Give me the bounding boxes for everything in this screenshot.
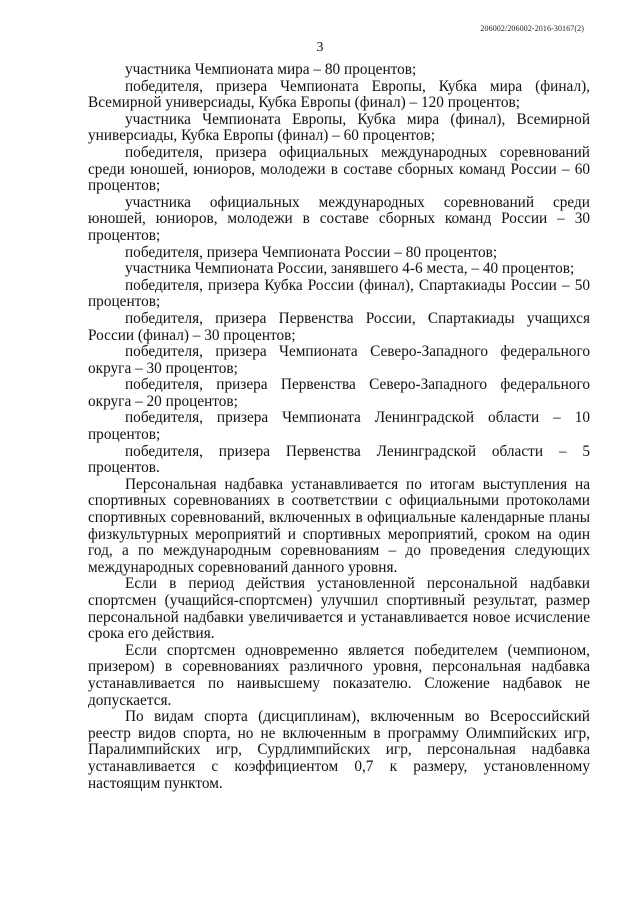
paragraph: победителя, призера Первенства Северо-Западного федерального округа – 20 процентов; <box>88 376 590 410</box>
paragraph: победителя, призера Первенства Ленинградской области – 5 процентов. <box>88 442 590 477</box>
paragraph: победителя, призера Чемпионата Ленинградской области – 10 процентов; <box>88 409 590 444</box>
paragraph: победителя, призера Чемпионата Европы, Кубка мира (финал), Всемирной универсиады, Кубка Европы (финал) – 120 процентов; <box>88 77 590 112</box>
paragraph: участника Чемпионата Европы, Кубка мира (финал), Всемирной универсиады, Кубка Европы (финал) – 60 процентов; <box>88 110 590 145</box>
paragraph: участника Чемпионата России, занявшего 4-6 места, – 40 процентов; <box>125 260 575 278</box>
paragraph: победителя, призера Первенства России, Спартакиады учащихся России (финал) – 30 процентов; <box>88 309 590 344</box>
paragraph: победителя, призера официальных международных соревнований среди юношей, юниоров, молодежи в составе сборных команд России – 60 процентов; <box>88 143 590 195</box>
page-number: 3 <box>316 40 324 55</box>
paragraph: победителя, призера Чемпионата Северо-Западного федерального округа – 30 процентов; <box>88 343 590 377</box>
paragraph: победителя, призера Кубка России (финал), Спартакиады России – 50 процентов; <box>88 276 590 311</box>
paragraph: По видам спорта (дисциплинам), включенным во Всероссийский реестр видов спорта, но не включенным в программу Олимпийских игр, Паралимпийских игр, Сурдлимпийских игр, персональная надбавка устанавливается с коэффициентом 0,7 к размеру, установленному настоящим пунктом. <box>88 708 590 792</box>
paragraph: Если в период действия установленной персональной надбавки спортсмен (учащийся-спортсмен) улучшил спортивный результат, размер персональной надбавки увеличивается и устанавливается новое исчисление срока его действия. <box>88 575 590 643</box>
document-body <box>88 62 590 792</box>
paragraph: победителя, призера Чемпионата России – 80 процентов; <box>125 243 498 261</box>
paragraph: участника официальных международных соревнований среди юношей, юниоров, молодежи в составе сборных команд России – 30 процентов; <box>88 193 590 244</box>
paragraph: Персональная надбавка устанавливается по итогам выступления на спортивных соревнованиях в соответствии с официальными протоколами спортивных соревнований, включенных в официальные календарные планы физкультурных мероприятий и спортивных мероприятий, сроком на один год, а по международным соревнованиям – до проведения следующих международных соревнований данного уровня. <box>88 475 590 576</box>
paragraph: Если спортсмен одновременно является победителем (чемпионом, призером) в соревнованиях различного уровня, персональная надбавка устанавливается по наивысшему показателю. Сложение надбавок не допускается. <box>88 641 590 709</box>
document-id: 206002/206002-2016-30167(2) <box>480 24 584 33</box>
paragraph: участника Чемпионата мира – 80 процентов; <box>125 61 417 78</box>
